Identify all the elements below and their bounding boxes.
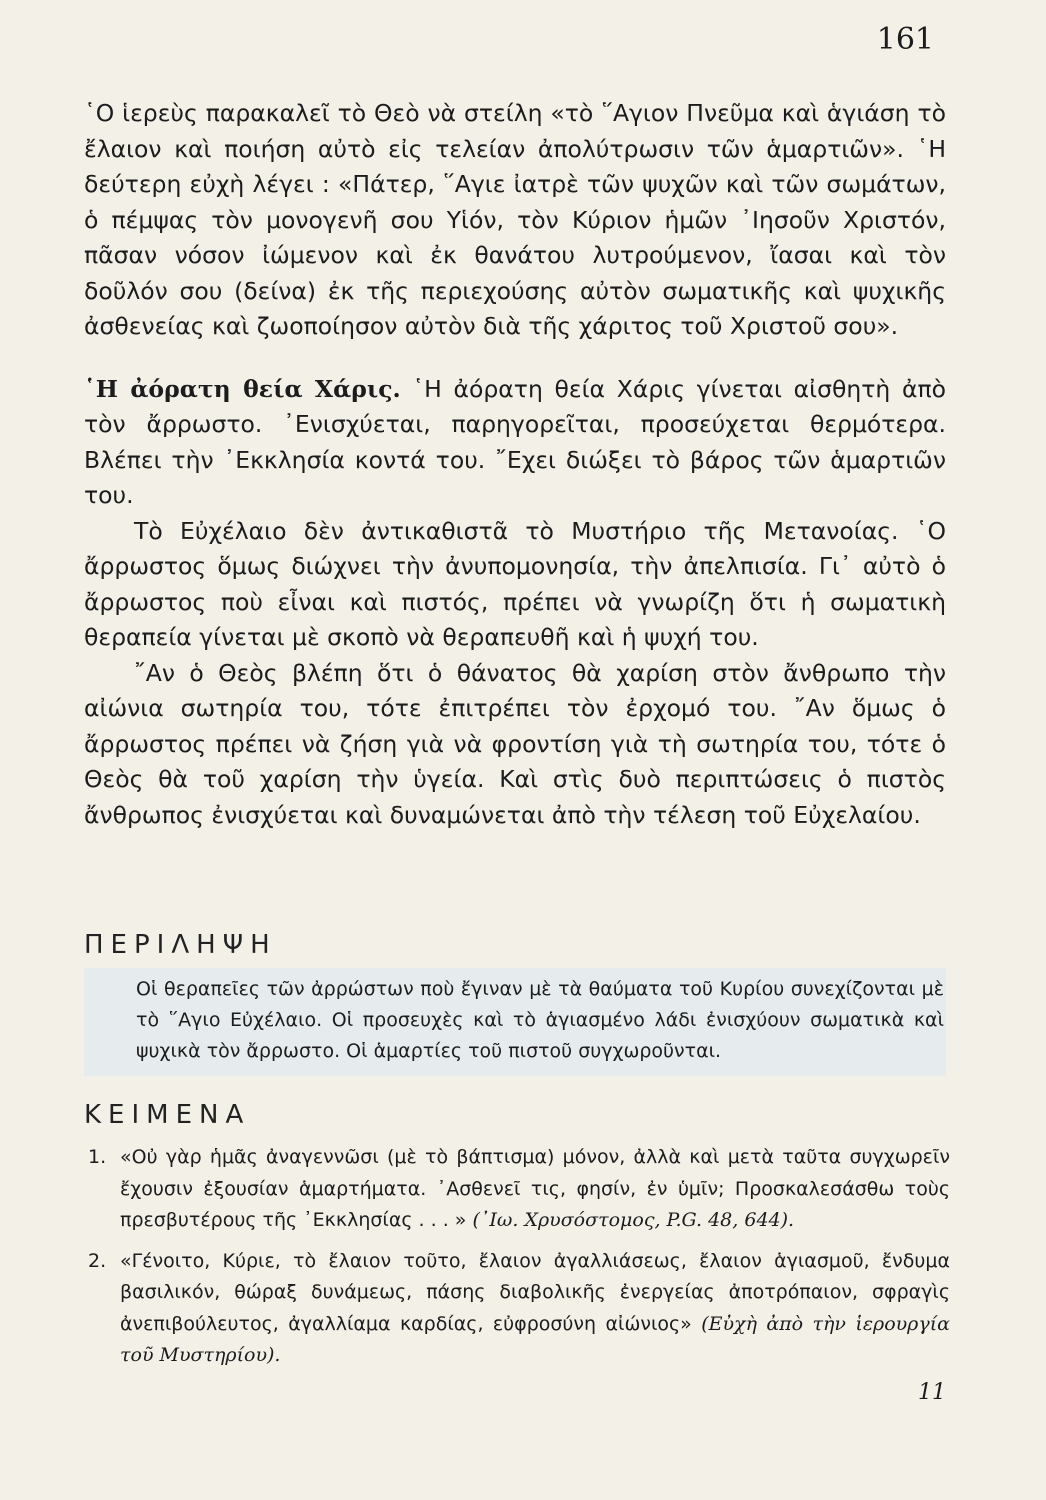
list-item xyxy=(84,1142,950,1237)
item-number: 1. xyxy=(88,1146,107,1168)
paragraph-invisible-grace xyxy=(84,372,946,514)
folio-mark: 11 xyxy=(918,1380,946,1405)
item-source: (Εὐχὴ ἀπὸ τὴν ἱερουργία τοῦ Μυστηρίου). xyxy=(120,1312,950,1366)
item-quote: «Γένοιτο, Κύριε, τὸ ἔλαιον τοῦτο, ἔλαιον ἀγαλλιάσεως, ἔλαιον ἁγιασμοῦ, ἔνδυμα βασιλικόν, θώραξ δυνάμεως, πάσης διαβολικῆς ἐνεργείας ἀποτρόπαιον, σφραγὶς ἀνεπιβούλευτος, ἀγαλλίαμα καρδίας, εὐφροσύνη αἰώνιος» xyxy=(120,1249,950,1335)
paragraph-text: ῾Η ἀόρατη θεία Χάρις γίνεται αἰσθητὴ ἀπὸ τὸν ἄρρωστο. ᾿Ενισχύεται, παρηγορεῖται, προσεύχεται θερμότερα. Βλέπει τὴν ᾿Εκκλησία κοντά του. ῎Εχει διώξει τὸ βάρος τῶν ἁμαρτιῶν του. xyxy=(84,374,946,509)
item-source: (᾿Ιω. Χρυσόστομος, P.G. 48, 644). xyxy=(472,1209,795,1231)
list-item xyxy=(84,1246,950,1372)
paragraph-lead-heading: ῾Η ἀόρατη θεία Χάρις. xyxy=(84,374,401,403)
paragraph-repentance: Τὸ Εὐχέλαιο δὲν ἀντικαθιστᾶ τὸ Μυστήριο τῆς Μετανοίας. ῾Ο ἄρρωστος ὅμως διώχνει τὴν ἀνυπομονησία, τὴν ἀπελπισία. Γι᾿ αὐτὸ ὁ ἄρρωστος ποὺ εἶναι καὶ πιστός, πρέπει νὰ γνωρίζη ὅτι ἡ σωματικὴ θεραπεία γίνεται μὲ σκοπὸ νὰ θεραπευθῆ καὶ ἡ ψυχή του. xyxy=(84,516,946,651)
paragraph-prayer: ῾Ο ἱερεὺς παρακαλεῖ τὸ Θεὸ νὰ στείλη «τὸ ῞Αγιον Πνεῦμα καὶ ἁγιάση τὸ ἔλαιον καὶ ποιήση αὐτὸ εἰς τελείαν ἀπολύτρωσιν τῶν ἁμαρτιῶν». ῾Η δεύτερη εὐχὴ λέγει : «Πάτερ, ῞Αγιε ἰατρὲ τῶν ψυχῶν καὶ τῶν σωμάτων, ὁ πέμψας τὸν μονογενῆ σου Υἱόν, τὸν Κύριον ἡμῶν ᾿Ιησοῦν Χριστόν, πᾶσαν νόσον ἰώμενον καὶ ἐκ θανάτου λυτρούμενον, ἴασαι καὶ τὸν δοῦλόν σου (δείνα) ἐκ τῆς περιεχούσης αὐτὸν σωματικῆς καὶ ψυχικῆς ἀσθενείας καὶ ζωοποίησον αὐτὸν διὰ τῆς χάριτος τοῦ Χριστοῦ σου». xyxy=(84,99,946,340)
texts-list xyxy=(84,1142,950,1381)
body-text xyxy=(84,96,946,833)
summary-text: Οἱ θεραπεῖες τῶν ἀρρώστων ποὺ ἔγιναν μὲ τὰ θαύματα τοῦ Κυρίου συνεχίζονται μὲ τὸ ῞Αγιο Εὐχέλαιο. Οἱ προσευχὲς καὶ τὸ ἁγιασμένο λάδι ἐνισχύουν σωματικὰ καὶ ψυχικὰ τὸν ἄρρωστο. Οἱ ἁμαρτίες τοῦ πιστοῦ συγχωροῦνται. xyxy=(136,978,944,1062)
texts-heading: ΚΕΙΜΕΝΑ xyxy=(84,1100,251,1130)
summary-heading: ΠΕΡΙΛΗΨΗ xyxy=(84,930,277,960)
page-number: 161 xyxy=(876,22,934,57)
item-quote: «Οὐ γὰρ ἡμᾶς ἀναγεννῶσι (μὲ τὸ βάπτισμα) μόνον, ἀλλὰ καὶ μετὰ ταῦτα συγχωρεῖν ἔχουσιν ἐξουσίαν ἁμαρτήματα. ᾿Ασθενεῖ τις, φησίν, ἐν ὑμῖν; Προσκαλεσάσθω τοὺς πρεσβυτέρους τῆς ᾿Εκκλησίας . . . » xyxy=(120,1146,950,1231)
paragraph-salvation: ῎Αν ὁ Θεὸς βλέπη ὅτι ὁ θάνατος θὰ χαρίση στὸν ἄνθρωπο τὴν αἰώνια σωτηρία του, τότε ἐπιτρέπει τὸν ἐρχομό του. ῎Αν ὅμως ὁ ἄρρωστος πρέπει νὰ ζήση γιὰ νὰ φροντίση γιὰ τὴ σωτηρία του, τότε ὁ Θεὸς θὰ τοῦ χαρίση τὴν ὑγεία. Καὶ στὶς δυὸ περιπτώσεις ὁ πιστὸς ἄνθρωπος ἐνισχύεται καὶ δυναμώνεται ἀπὸ τὴν τέλεση τοῦ Εὐχελαίου. xyxy=(84,658,946,829)
item-number: 2. xyxy=(88,1249,107,1272)
